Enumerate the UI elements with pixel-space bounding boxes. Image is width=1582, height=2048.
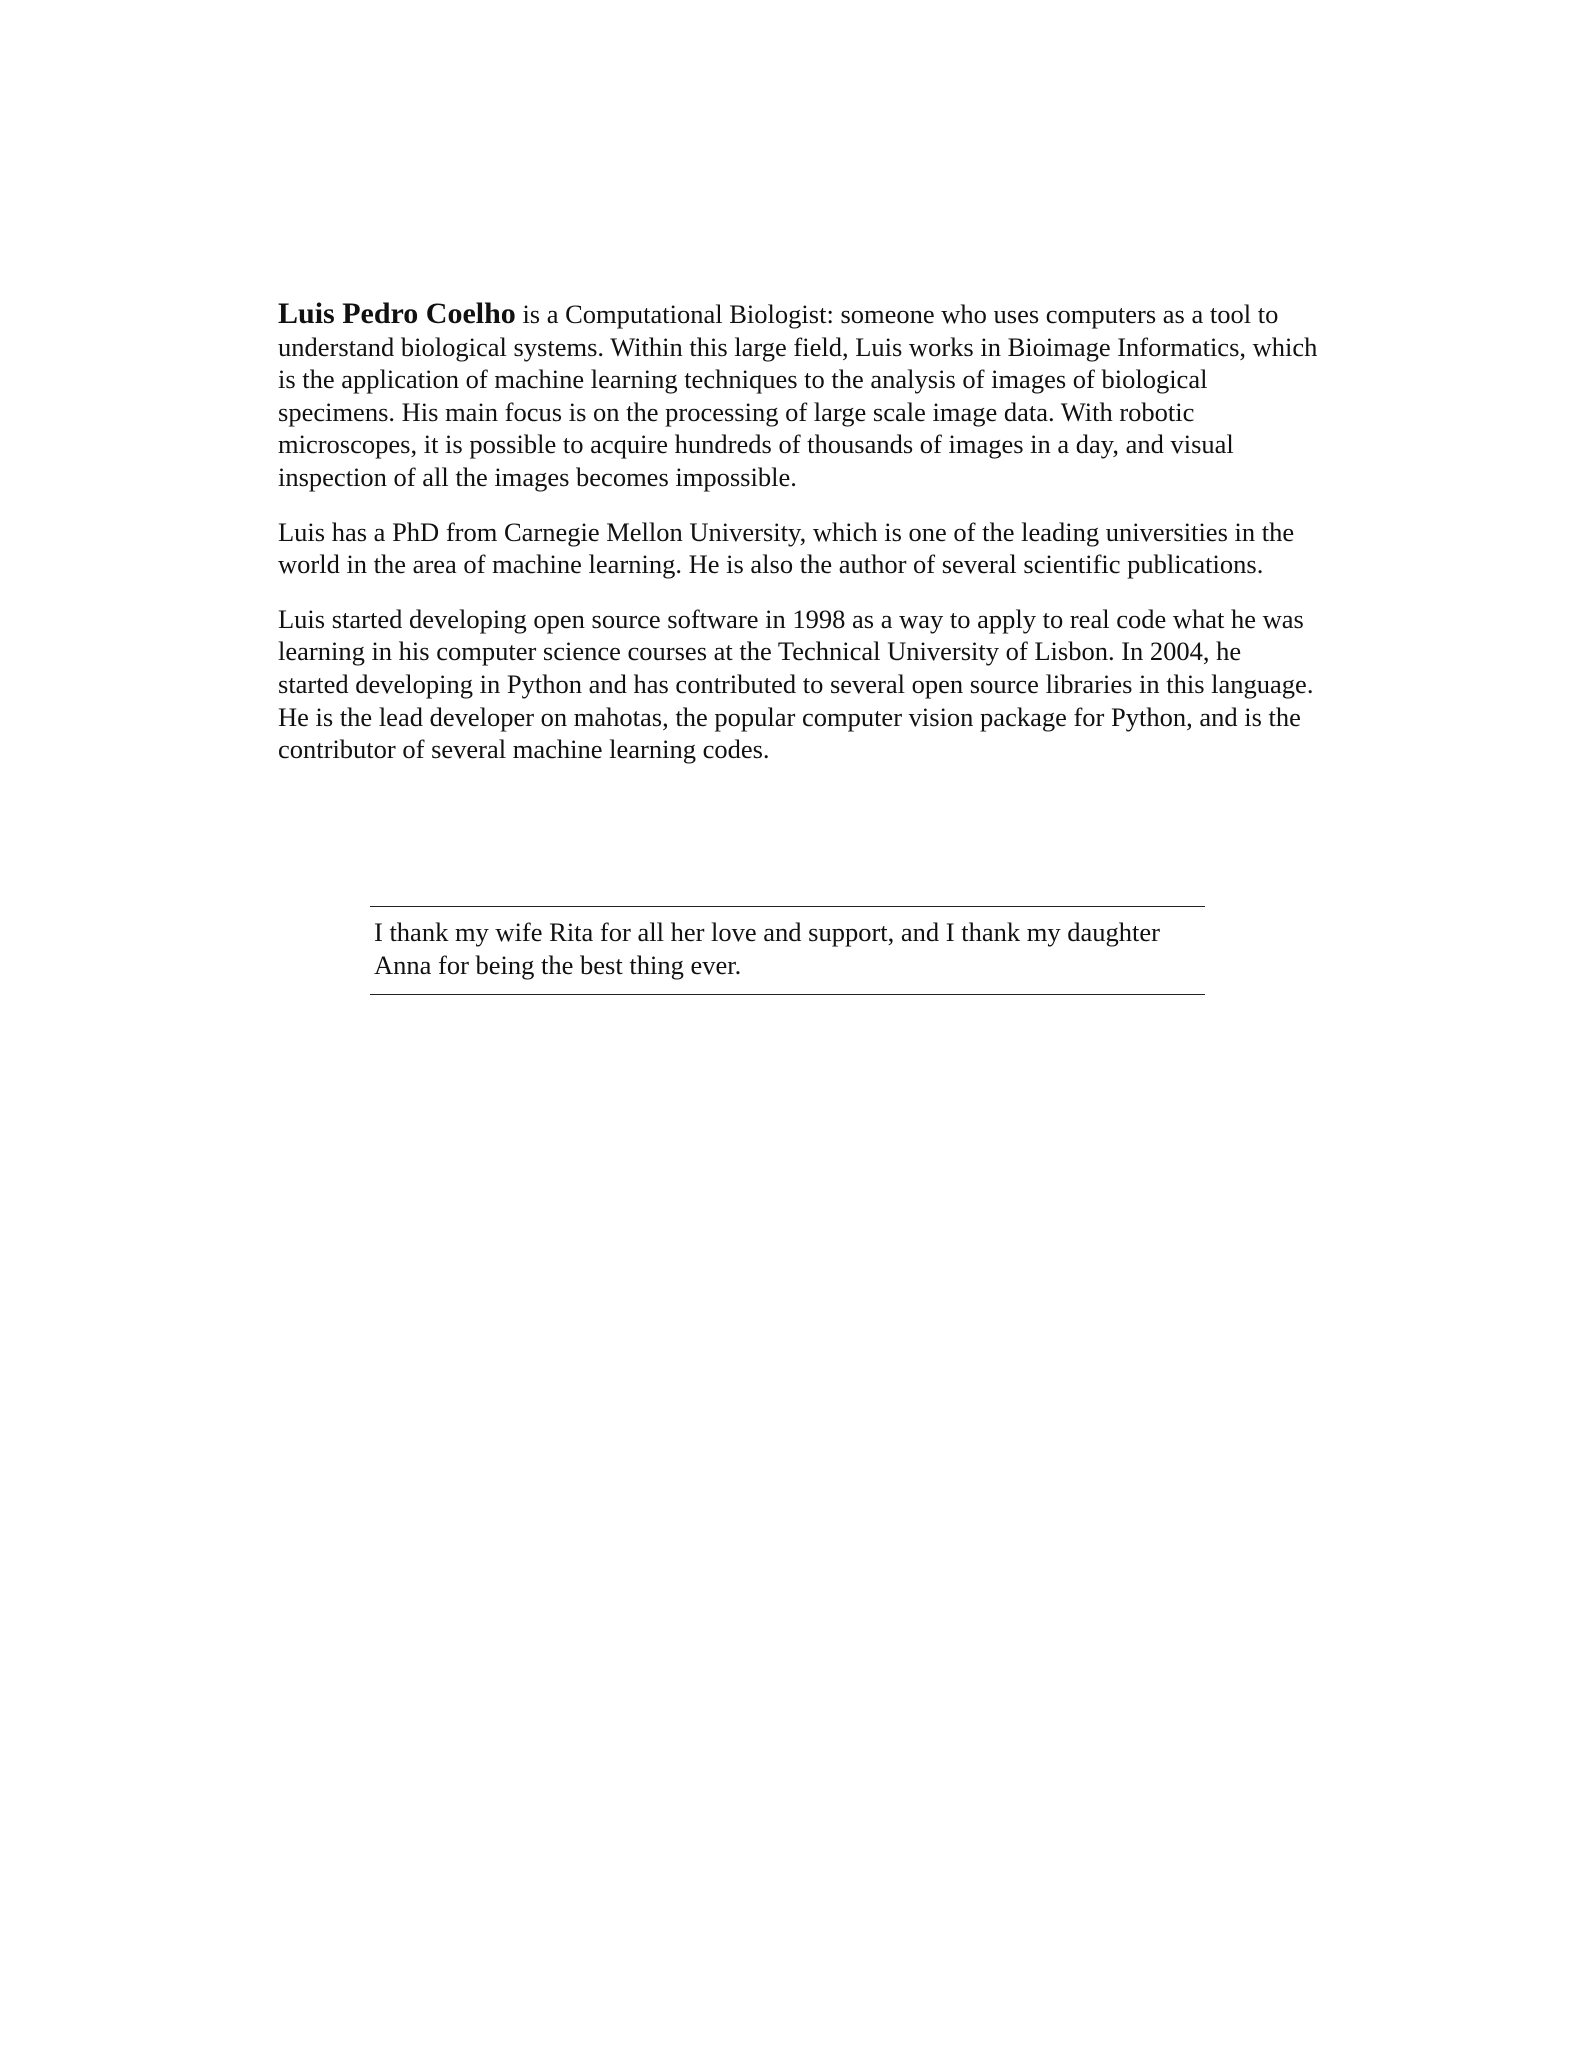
acknowledgement-box bbox=[370, 906, 1205, 996]
acknowledgement-text: I thank my wife Rita for all her love and support, and I thank my daughter Anna for being the best thing ever. bbox=[374, 917, 1160, 980]
acknowledgement-top-rule bbox=[370, 906, 1205, 907]
bio-paragraph-3: Luis started developing open source software in 1998 as a way to apply to real code what he was learning in his computer science courses at the Technical University of Lisbon. In 2004, he started developing in Python and has contributed to several open source libraries in this language. He is the lead developer on mahotas, the popular computer vision package for Python, and is the contributor of several machine learning codes. bbox=[278, 603, 1314, 765]
bio-paragraph-1 bbox=[278, 298, 1318, 494]
bio-paragraph-2: Luis has a PhD from Carnegie Mellon University, which is one of the leading universities in the world in the area of machine learning. He is also the author of several scientific publications. bbox=[278, 516, 1295, 580]
bio-paragraph-1-text: is a Computational Biologist: someone who uses computers as a tool to understand biological systems. Within this large field, Luis works in Bioimage Informatics, which is the application of machine learning techniques to the analysis of images of biological specimens. His main focus is on the processing of large scale image data. With robotic microscopes, it is possible to acquire hundreds of thousands of images in a day, and visual inspection of all the images becomes impossible. bbox=[278, 299, 1318, 492]
acknowledgement-bottom-rule bbox=[370, 994, 1205, 995]
author-bio bbox=[278, 298, 1318, 788]
author-name: Luis Pedro Coelho bbox=[278, 297, 516, 330]
